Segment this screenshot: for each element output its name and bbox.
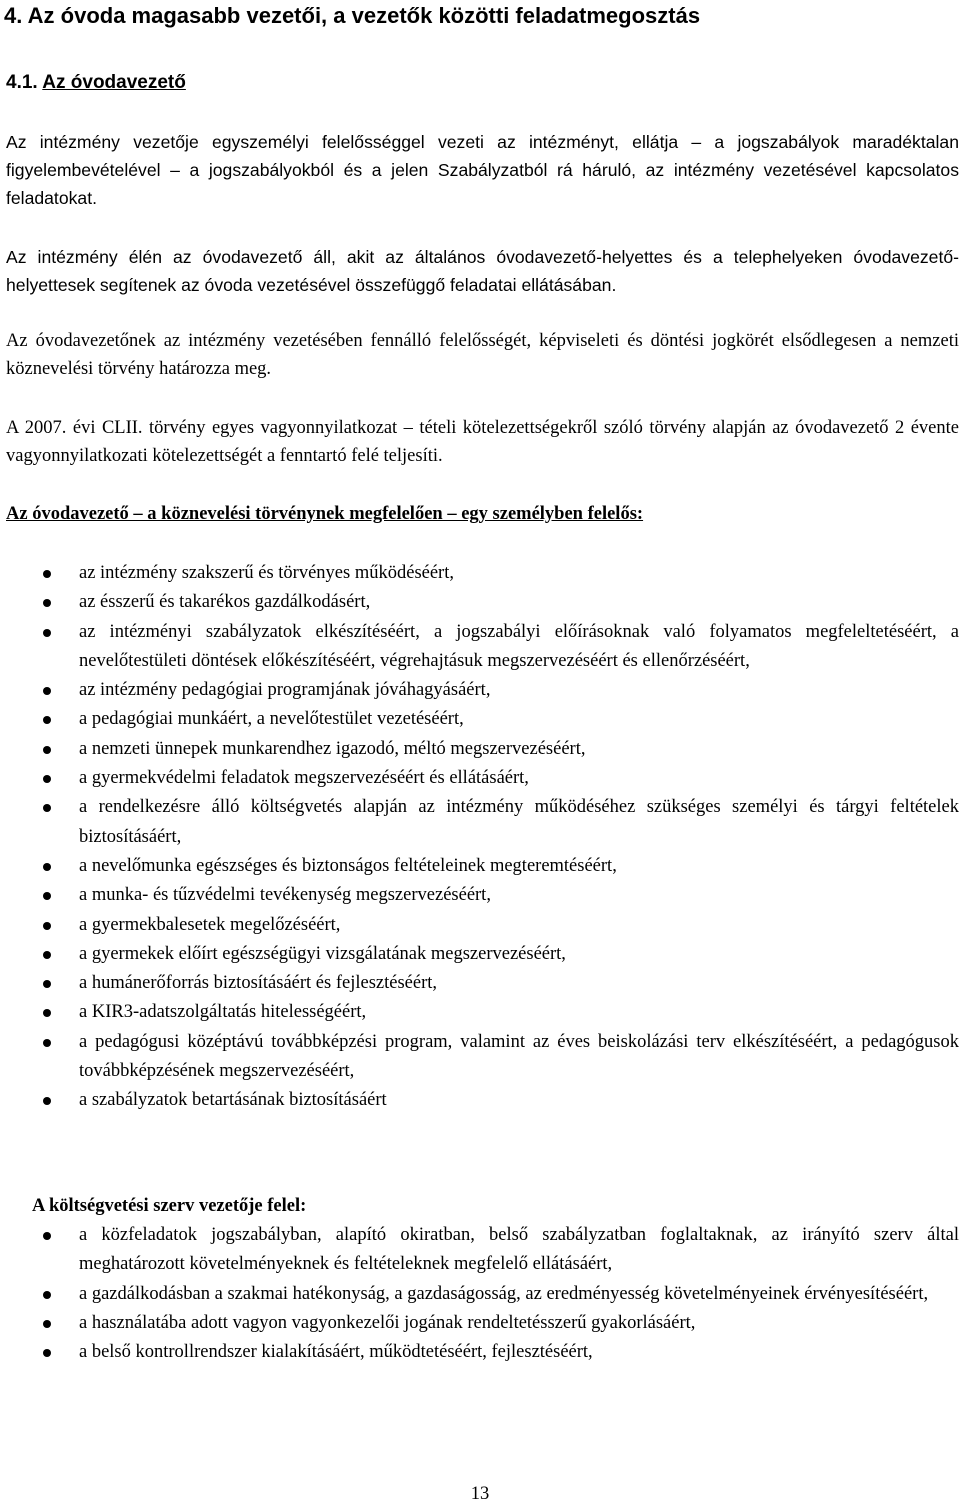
list-item [0, 705, 960, 734]
subheading [6, 70, 186, 96]
section-heading-budget-leader: A költségvetési szerv vezetője felel: [32, 1196, 307, 1216]
list-item-text: a munka- és tűzvédelmi tevékenység megszervezéséért, [79, 885, 491, 906]
bullet-icon [43, 1232, 51, 1240]
subheading-title: Az óvodavezető [42, 72, 186, 93]
list-item [0, 618, 960, 677]
bullet-icon [43, 863, 51, 871]
bullet-icon [43, 951, 51, 959]
bullet-icon [43, 922, 51, 930]
list-item [0, 911, 960, 940]
page-number: 13 [470, 1484, 490, 1504]
bullet-icon [43, 1291, 51, 1299]
bullet-icon [43, 775, 51, 783]
list-item-text: a gyermekek előírt egészségügyi vizsgálatának megszervezéséért, [79, 943, 566, 964]
list-item [0, 1338, 960, 1367]
section-heading-responsibilities: Az óvodavezető – a köznevelési törvénynek megfelelően – egy személyben felelős: [6, 504, 644, 524]
list-item [0, 1086, 960, 1115]
list-item [0, 1221, 960, 1280]
bullet-icon [43, 629, 51, 637]
list-item-text: a pedagógiai munkáért, a nevelőtestület vezetéséért, [79, 709, 464, 730]
list-item-text: a nemzeti ünnepek munkarendhez igazodó, méltó megszervezéséért, [79, 738, 586, 759]
list-item [0, 1309, 960, 1338]
list-item-text: az intézményi szabályzatok elkészítéséért, a jogszabályi előírásoknak való folyamatos megfeleltetéséért, a nevelőtestületi döntések előkészítéséért, végrehajtásuk megszervezéséért és ellenőrzéséért, [79, 621, 959, 671]
list-item-text: a gyermekbalesetek megelőzéséért, [79, 914, 341, 935]
bullet-icon [43, 1320, 51, 1328]
responsibility-list [0, 559, 960, 1116]
bullet-icon [43, 746, 51, 754]
bullet-icon [43, 1349, 51, 1357]
list-item [0, 588, 960, 617]
list-item-text: a közfeladatok jogszabályban, alapító okiratban, belső szabályzatban foglaltaknak, az irányító szerv által meghatározott követelményeknek és feltételeknek megfelelő ellátásáért, [79, 1225, 959, 1275]
list-item [0, 1280, 960, 1309]
list-item [0, 1028, 960, 1087]
paragraph-authority: Az óvodavezetőnek az intézmény vezetésében fennálló felelősségét, képviseleti és döntési jogkörét elsődlegesen a nemzeti köznevelési törvény határozza meg. [6, 331, 959, 379]
list-item [0, 940, 960, 969]
bullet-icon [43, 716, 51, 724]
paragraph-asset-declaration: A 2007. évi CLII. törvény egyes vagyonnyilatkozat – tételi kötelezettségekről szóló törvény alapján az óvodavezető 2 évente vagyonnyilatkozati kötelezettségét a fenntartó felé teljesíti. [6, 418, 959, 466]
list-item-text: a gyermekvédelmi feladatok megszervezéséért és ellátásáért, [79, 768, 529, 789]
list-item-text: a nevelőmunka egészséges és biztonságos feltételeinek megteremtéséért, [79, 855, 617, 876]
bullet-icon [43, 570, 51, 578]
list-item-text: az intézmény pedagógiai programjának jóváhagyásáért, [79, 680, 491, 701]
subheading-number: 4.1. [6, 72, 38, 93]
list-item-text: a használatába adott vagyon vagyonkezelői jogának rendeltetésszerű gyakorlásáért, [79, 1312, 696, 1333]
list-item-text: a rendelkezésre álló költségvetés alapján az intézmény működéséhez szükséges személyi és tárgyi feltételek biztosításáért, [79, 797, 959, 847]
bullet-icon [43, 1039, 51, 1047]
bullet-icon [43, 1009, 51, 1017]
paragraph-deputies: Az intézmény élén az óvodavezető áll, akit az általános óvodavezető-helyettes és a telephelyeken óvodavezető-helyettesek segítenek az óvoda vezetésével összefüggő feladatai ellátásában. [6, 247, 959, 295]
list-item [0, 881, 960, 910]
list-item [0, 676, 960, 705]
list-item-text: a KIR3-adatszolgáltatás hitelességéért, [79, 1002, 367, 1023]
list-item [0, 969, 960, 998]
list-item-text: az ésszerű és takarékos gazdálkodásért, [79, 592, 371, 613]
list-item-text: a szabályzatok betartásának biztosításáért [79, 1090, 387, 1111]
list-item-text: a belső kontrollrendszer kialakításáért, működtetéséért, fejlesztéséért, [79, 1342, 593, 1363]
bullet-icon [43, 980, 51, 988]
bullet-icon [43, 599, 51, 607]
bullet-icon [43, 687, 51, 695]
list-item [0, 793, 960, 852]
bullet-icon [43, 892, 51, 900]
bullet-icon [43, 1097, 51, 1105]
bullet-icon [43, 804, 51, 812]
list-item [0, 998, 960, 1027]
list-item [0, 735, 960, 764]
list-item-text: a humánerőforrás biztosításáért és fejlesztéséért, [79, 973, 438, 994]
list-item [0, 764, 960, 793]
list-item-text: a pedagógusi középtávú továbbképzési program, valamint az éves beiskolázási terv elkészítéséért, a pedagógusok továbbképzésének megszervezéséért, [79, 1031, 959, 1082]
budget-responsibility-list [0, 1221, 960, 1367]
list-item [0, 852, 960, 881]
paragraph-leader-responsibility: Az intézmény vezetője egyszemélyi felelősséggel vezeti az intézményt, ellátja – a jogszabályok maradéktalan figyelembevételével – a jogszabályokból és a jelen Szabályzatból rá háruló, az intézmény vezetésével kapcsolatos feladatokat. [6, 132, 959, 208]
page-heading: 4. Az óvoda magasabb vezetői, a vezetők közötti feladatmegosztás [4, 3, 701, 28]
list-item [0, 559, 960, 588]
list-item-text: az intézmény szakszerű és törvényes működéséért, [79, 563, 454, 583]
list-item-text: a gazdálkodásban a szakmai hatékonyság, a gazdaságosság, az eredményesség követelményeinek érvényesítéséért, [79, 1283, 929, 1304]
